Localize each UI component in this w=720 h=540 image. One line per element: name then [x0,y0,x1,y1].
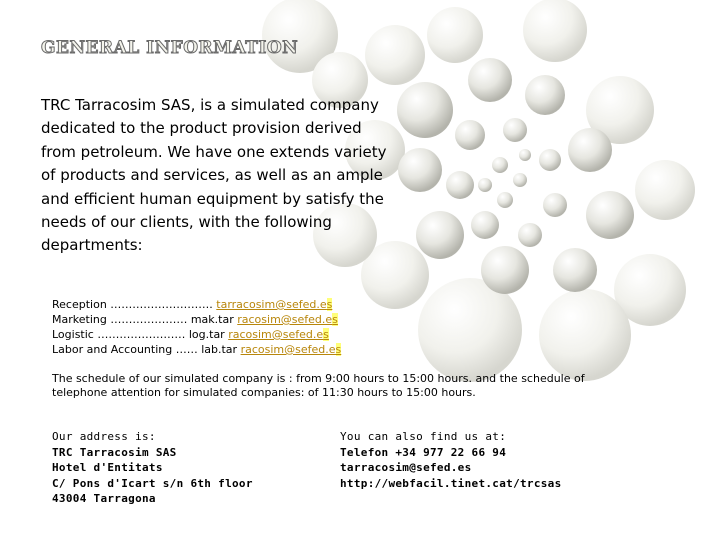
contact-email[interactable]: tarracosim@sefed.es [340,461,472,474]
contact-block [340,429,562,491]
email-link[interactable]: tarracosim@sefed.es [216,298,333,311]
intro-paragraph: TRC Tarracosim SAS, is a simulated company dedicated to the product provision derived from petroleum. We have one extends variety of products and services, as well as an ample and efficient human equipment by satisfy the needs of our clients, with the following departments: [41,96,387,255]
address-line: C/ Pons d'Icart s/n 6th floor [52,476,253,490]
email-prefix: log.tar [188,328,229,341]
email-prefix: lab.tar [201,343,241,356]
department-row-logistic [52,327,341,342]
department-row-labor [52,342,341,357]
department-label: Logistic …………………… [52,328,189,341]
department-row-marketing [52,312,341,327]
address-line: 43004 Tarragona [52,492,156,505]
address-intro: Our address is: [52,430,156,443]
website-link[interactable]: http://webfacil.tinet.cat/trcsas [340,476,562,490]
departments-list [52,297,341,357]
schedule-text: The schedule of our simulated company is : from 9:00 hours to 15:00 hours. and the schedule of telephone attention for simulated companies: of 11:30 hours to 15:00 hours. [52,372,585,399]
department-label: Labor and Accounting …… [52,343,202,356]
address-line: TRC Tarracosim SAS [52,445,177,459]
address-block [52,429,253,507]
department-label: Reception ………………………. [52,298,217,311]
email-link[interactable]: racosim@sefed.es [240,343,342,356]
address-line: Hotel d'Entitats [52,461,163,474]
contact-intro: You can also find us at: [340,430,507,443]
department-label: Marketing ………………… [52,313,191,326]
email-link[interactable]: racosim@sefed.es [228,328,329,341]
page-title: GENERAL INFORMATION [41,38,299,58]
email-prefix: mak.tar [190,313,238,326]
email-link[interactable]: racosim@sefed.es [237,313,338,326]
phone-number: Telefon +34 977 22 66 94 [340,445,507,459]
department-row-reception [52,297,341,312]
